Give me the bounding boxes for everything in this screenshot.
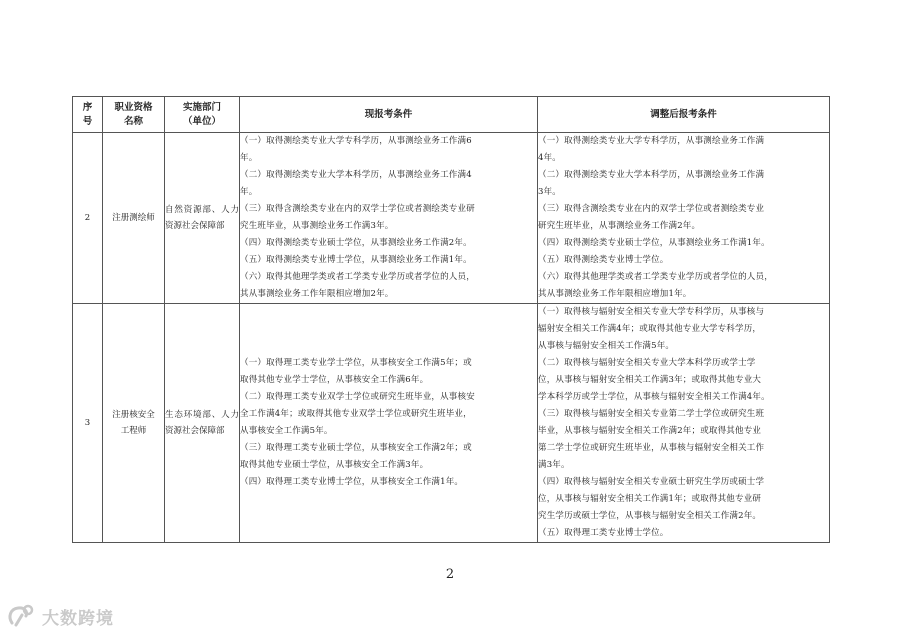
- condition-line: 4年。: [538, 153, 562, 163]
- condition-line: （四）取得测绘类专业硕士学位，从事测绘业务工作满1年。: [538, 238, 770, 248]
- header-line: 序: [82, 101, 93, 113]
- condition-line: （二）取得理工类专业双学士学位或研究生班毕业，从事核安: [240, 392, 475, 402]
- header-line: 名称: [123, 115, 143, 127]
- condition-line: 究生学历或硕士学位，从事核与辐射安全相关工作满2年。: [538, 511, 762, 521]
- header-line: 实施部门: [182, 101, 221, 113]
- condition-line: 从事核安全工作满5年。: [240, 426, 333, 436]
- row-adjusted-conditions: [538, 133, 830, 304]
- table-header-row: [73, 97, 830, 133]
- row-current-conditions: [240, 304, 538, 543]
- row-adjusted-conditions: [538, 304, 830, 543]
- condition-line: 研究生班毕业，从事测绘业务工作满2年。: [538, 221, 701, 231]
- watermark-text: 大数跨境: [42, 608, 114, 629]
- header-name: [103, 97, 165, 133]
- condition-line: （一）取得测绘类专业大学专科学历，从事测绘业务工作满: [538, 136, 765, 146]
- condition-line: （三）取得核与辐射安全相关专业第二学士学位或研究生班: [538, 409, 765, 419]
- row-name: 注册测绘师: [103, 133, 165, 304]
- condition-line: 究生班毕业，从事测绘业务工作满3年。: [240, 221, 394, 231]
- condition-line: 其从事测绘业务工作年限相应增加1年。: [538, 289, 692, 299]
- condition-line: 位，从事核与辐射安全相关工作满3年；或取得其他专业大: [538, 375, 762, 385]
- table-row: [73, 133, 830, 304]
- brand-logo-icon: [6, 603, 36, 629]
- header-current: 现报考条件: [240, 97, 538, 133]
- condition-line: （二）取得测绘类专业大学本科学历，从事测绘业务工作满4: [240, 170, 472, 180]
- row-dept: 生态环境部、人力资源社会保障部: [165, 304, 240, 543]
- condition-line: （三）取得含测绘类专业在内的双学士学位或者测绘类专业研: [240, 204, 475, 214]
- row-current-conditions: [240, 133, 538, 304]
- header-no: [73, 97, 103, 133]
- condition-line: （四）取得核与辐射安全相关专业硕士研究生学历或硕士学: [538, 477, 765, 487]
- header-line: （单位）: [182, 115, 221, 127]
- condition-line: （一）取得测绘类专业大学专科学历，从事测绘业务工作满6: [240, 136, 472, 146]
- condition-line: （六）取得其他理学类或者工学类专业学历或者学位的人员，: [240, 272, 475, 282]
- condition-line: （一）取得理工类专业学士学位，从事核安全工作满5年；或: [240, 358, 472, 368]
- row-name: 注册核安全工程师: [103, 304, 165, 543]
- header-line: 号: [82, 115, 93, 127]
- condition-line: 学本科学历或学士学位，从事核与辐射安全相关工作满4年。: [538, 392, 770, 402]
- condition-line: （二）取得核与辐射安全相关专业大学本科学历或学士学: [538, 358, 756, 368]
- condition-line: 3年。: [538, 187, 562, 197]
- condition-line: 辐射安全相关工作满4年；或取得其他专业大学专科学历，: [538, 324, 762, 334]
- condition-line: 年。: [240, 187, 258, 197]
- row-dept: 自然资源部、人力资源社会保障部: [165, 133, 240, 304]
- condition-line: （五）取得理工类专业博士学位。: [538, 528, 669, 538]
- condition-line: （五）取得测绘类专业博士学位。: [538, 255, 669, 265]
- watermark: [6, 602, 114, 630]
- condition-line: （四）取得理工类专业博士学位，从事核安全工作满1年。: [240, 477, 464, 487]
- header-dept: [165, 97, 240, 133]
- condition-line: 第二学士学位或研究生班毕业，从事核与辐射安全相关工作: [538, 443, 765, 453]
- row-no: 3: [73, 304, 103, 543]
- condition-line: 取得其他专业学士学位，从事核安全工作满6年。: [240, 375, 429, 385]
- condition-line: 从事核与辐射安全相关工作满5年。: [538, 341, 675, 351]
- condition-line: （三）取得理工类专业硕士学位，从事核安全工作满2年；或: [240, 443, 472, 453]
- condition-line: 年。: [240, 153, 258, 163]
- condition-line: 全工作满4年；或取得其他专业双学士学位或研究生班毕业，: [240, 409, 472, 419]
- condition-line: 满3年。: [538, 460, 570, 470]
- condition-line: 毕业，从事核与辐射安全相关工作满2年；或取得其他专业: [538, 426, 762, 436]
- header-adjusted: 调整后报考条件: [538, 97, 830, 133]
- condition-line: （一）取得核与辐射安全相关专业大学专科学历，从事核与: [538, 307, 765, 317]
- condition-line: （二）取得测绘类专业大学本科学历，从事测绘业务工作满: [538, 170, 765, 180]
- page-number: 2: [445, 567, 455, 582]
- condition-line: 其从事测绘业务工作年限相应增加2年。: [240, 289, 394, 299]
- header-line: 职业资格: [114, 101, 153, 113]
- row-no: 2: [73, 133, 103, 304]
- condition-line: 取得其他专业硕士学位，从事核安全工作满3年。: [240, 460, 429, 470]
- condition-line: （六）取得其他理学类或者工学类专业学历或者学位的人员，: [538, 272, 773, 282]
- table-row: [73, 304, 830, 543]
- condition-line: （四）取得测绘类专业硕士学位，从事测绘业务工作满2年。: [240, 238, 472, 248]
- condition-line: （三）取得含测绘类专业在内的双学士学位或者测绘类专业: [538, 204, 765, 214]
- condition-line: 位，从事核与辐射安全相关工作满1年；或取得其他专业研: [538, 494, 762, 504]
- qualification-table: [72, 96, 830, 543]
- condition-line: （五）取得测绘类专业博士学位，从事测绘业务工作满1年。: [240, 255, 472, 265]
